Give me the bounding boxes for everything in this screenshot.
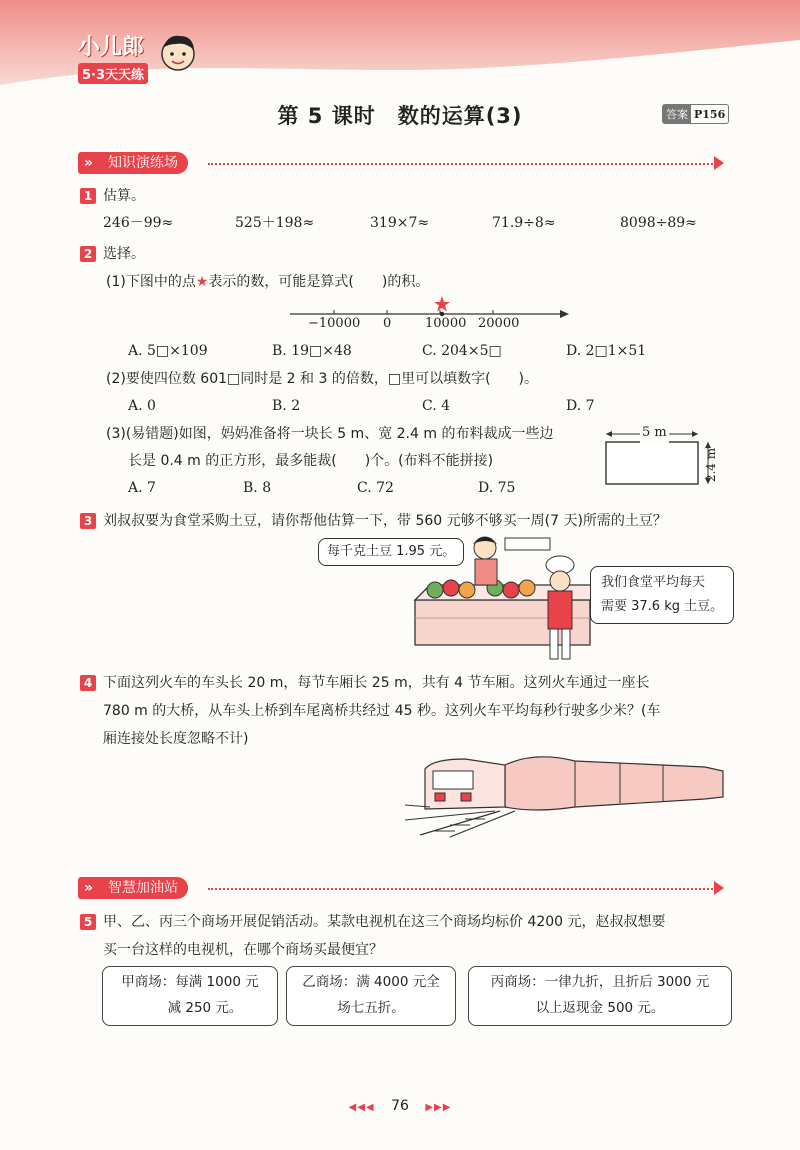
choice-option: B. 19□×48 [272,343,352,359]
promo-card-a: 甲商场：每满 1000 元 减 250 元。 [102,966,278,1026]
answer-label: 答案 [663,105,691,123]
number-line-label: −10000 [308,316,361,331]
logo-subtitle: 5·3天天练 [78,63,148,84]
choice-option: A. 7 [128,480,156,496]
section-label: » 智慧加油站 [78,877,188,899]
number-line-label: 0 [383,316,392,331]
sub-question-stem: (2)要使四位数 601□同时是 2 和 3 的倍数，□里可以填数字( )。 [106,371,538,387]
promo-card-c: 丙商场：一律九折，且折后 3000 元 以上返现金 500 元。 [468,966,732,1026]
choice-option: C. 204×5□ [422,343,502,359]
page-title: 第 5 课时 数的运算(3) [277,104,523,128]
chevron-right-icon: » [84,880,94,896]
train-illustration [405,745,735,840]
star-icon: ★ [195,274,209,290]
page-footer [0,1098,800,1114]
promo-card-b: 乙商场：满 4000 元全 场七五折。 [286,966,456,1026]
choice-option: D. 2□1×51 [566,343,647,359]
section-divider [208,163,713,165]
sub-question-stem: 长是 0.4 m 的正方形，最多能裁( )个。(布料不能拼接) [128,453,494,469]
arrow-right-icon [714,881,724,895]
estimate-item: 246－99≈ [103,215,174,231]
arrow-right-icon [714,156,724,170]
question-text: 780 m 的大桥，从车头上桥到车尾离桥共经过 45 秒。这列火车平均每秒行驶多少米？(车 [103,703,661,719]
fabric-width-label: 2.4 m [704,447,719,483]
chef-illustration [535,555,585,665]
fabric-length-label: 5 m [640,423,669,443]
speech-bubble-chef: 我们食堂平均每天 需要 37.6 kg 土豆。 [590,566,734,624]
choice-option: C. 4 [422,398,451,414]
choice-option: D. 75 [478,480,516,496]
sub-question-stem: (3)(易错题)如图，妈妈准备将一块长 5 m、宽 2.4 m 的布料裁成一些边 [106,426,554,442]
section-label: » 知识演练场 [78,152,188,174]
section-header-practice [78,152,728,174]
question-text: 买一台这样的电视机，在哪个商场买最便宜？ [103,942,383,958]
choice-option: B. 2 [272,398,301,414]
page-number: 76 [391,1098,409,1114]
brand-logo [78,30,148,84]
logo-title: 小儿郎 [78,35,145,60]
question-text: 刘叔叔要为食堂采购土豆，请你帮他估算一下，带 560 元够不够买一周(7 天)所需的土豆？ [103,513,667,529]
question-prompt: 选择。 [103,246,145,262]
answer-page: P156 [694,108,726,121]
speech-bubble-seller: 每千克土豆 1.95 元。 [318,538,464,566]
question-number: 2 [80,246,96,262]
sub-question-stem: (1)下图中的点★表示的数，可能是算式( )的积。 [106,274,430,290]
estimate-item: 71.9÷8≈ [492,215,556,231]
arrow-right-icon: ▶▶▶ [425,1102,452,1113]
star-icon [434,296,450,312]
choice-option: A. 5□×109 [128,343,208,359]
question-number: 1 [80,188,96,204]
question-number: 3 [80,513,96,529]
question-number: 4 [80,675,96,691]
question-text: 甲、乙、丙三个商场开展促销活动。某款电视机在这三个商场均标价 4200 元，赵叔叔想要 [103,914,666,930]
estimate-item: 8098÷89≈ [620,215,697,231]
choice-option: A. 0 [128,398,156,414]
arrow-left-icon: ◀◀◀ [348,1102,375,1113]
mascot-icon [158,30,198,78]
choice-option: B. 8 [243,480,272,496]
estimate-item: 525＋198≈ [235,215,315,231]
choice-option: C. 72 [357,480,394,496]
question-prompt: 估算。 [103,188,145,204]
answer-reference [662,104,729,124]
number-line-label: 20000 [478,316,520,331]
section-divider [208,888,713,890]
number-line-label: 10000 [425,316,467,331]
question-number: 5 [80,914,96,930]
section-header-challenge [78,877,728,899]
choice-option: D. 7 [566,398,595,414]
question-text: 厢连接处长度忽略不计) [103,731,249,747]
estimate-item: 319×7≈ [370,215,430,231]
question-text: 下面这列火车的车头长 20 m，每节车厢长 25 m，共有 4 节车厢。这列火车通过一座长 [103,675,650,691]
chevron-right-icon: » [84,155,94,171]
